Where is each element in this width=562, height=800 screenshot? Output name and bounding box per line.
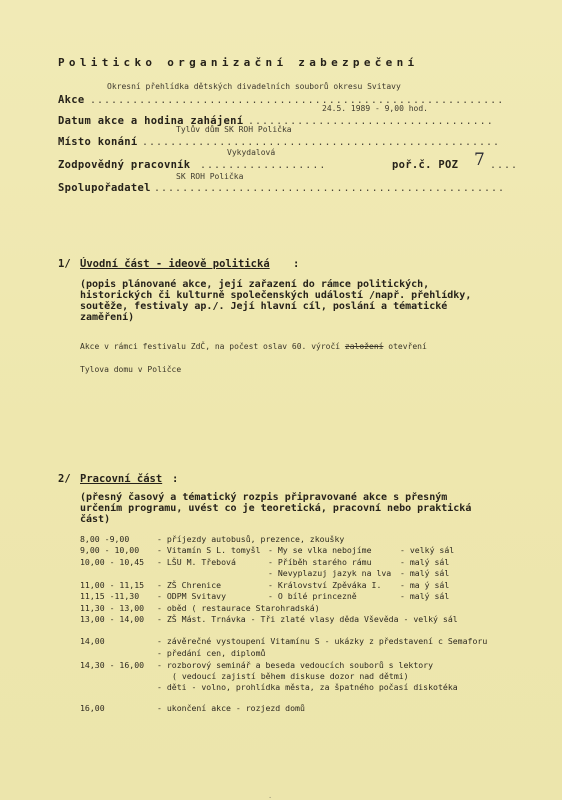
program-organizer: - ZŠ Mást. Trnávka - Tři zlaté vlasy děda Vševěda - velký sál [157,614,458,624]
section2-number: 2/ [58,473,71,485]
datum-label: Datum akce a hodina zahájení [58,115,244,127]
program-time: 8,00 -9,00 [80,534,130,544]
section1-colon: : [293,258,300,270]
poz-number-label: poř.č. POZ [392,159,459,171]
program-organizer: - Vitamín S L. tomyšl [157,545,261,555]
page-mark: . [268,792,273,800]
section1-note-part1: Akce v rámci festivalu ZdČ, na počest oslav 60. výročí [80,342,341,351]
program-play: - Nevyplazuj jazyk na lva [268,568,392,578]
program-organizer: - oběd ( restaurace Starohradská) [157,603,320,613]
misto-dotted-line: ................................................... [142,137,501,148]
poz-dotted-line: .... [490,160,519,171]
section1-note-struck: založení [344,342,384,351]
program-organizer: - LŠU M. Třebová [157,557,236,567]
akce-label: Akce [58,94,85,106]
program-time: 11,15 -11,30 [80,591,140,601]
program-hall: - malý sál [400,568,450,578]
program-organizer: - příjezdy autobusů, prezence, zkoušky [157,534,345,544]
program-time: 14,30 - 16,00 [80,660,145,670]
datum-value: 24.5. 1989 - 9,00 hod. [322,104,428,113]
misto-value: Tylův dům SK ROH Polička [176,125,292,134]
misto-label: Místo konání [58,136,138,148]
program-time: 16,00 [80,703,105,713]
section1-title: Úvodní část - ideově politická [80,258,270,270]
section1-number: 1/ [58,258,71,270]
document-title: Politicko organizační zabezpečení [58,56,419,69]
pracovnik-label: Zodpovědný pracovník [58,159,191,171]
program-play: - Příběh starého rámu [268,557,372,567]
program-organizer: - děti - volno, prohlídka města, za špatného počasí diskotéka [157,682,458,692]
program-organizer: - ODPM Svitavy [157,591,227,601]
program-time: 14,00 [80,636,105,646]
program-time: 10,00 - 10,45 [80,557,145,567]
section2-colon: : [172,473,179,485]
program-hall: - malý sál [400,557,450,567]
section1-note-part2: otevření [388,342,427,351]
program-time: 9,00 - 10,00 [80,545,140,555]
pracovnik-value: Vykydalová [227,148,276,157]
program-time: 11,30 - 13,00 [80,603,145,613]
program-organizer: - závěrečné vystoupení Vitamínu S - ukázky z představení c Semaforu [157,636,488,646]
akce-value: Okresní přehlídka dětských divadelních souborů okresu Svitavy [107,82,401,91]
spolu-value: SK ROH Polička [176,172,244,181]
program-organizer: - rozborový seminář a beseda vedoucích souborů s lektory [157,660,434,670]
spolu-label: Spolupořadatel [58,182,151,194]
section2-title: Pracovní část [80,473,163,485]
program-time: 11,00 - 11,15 [80,580,145,590]
section1-note-line1 [80,342,427,351]
akce-dotted-line: ........................................................... [90,95,505,106]
program-play: - Království Zpěváka I. [268,580,382,590]
section2-description: (přesný časový a tématický rozpis připravované akce s přesným určením programu, uvést co je teoretická, pracovní nebo praktická část) [80,492,472,525]
program-organizer: - předání cen, diplomů [157,648,266,658]
program-hall: - ma ý sál [400,580,450,590]
program-organizer: ( vedoucí zajistí během diskuse dozor nad dětmi) [172,671,409,681]
program-play: - O bílé princezně [268,591,357,601]
program-time: 13,00 - 14,00 [80,614,145,624]
pracovnik-dotted-line: .................. [200,160,327,171]
program-play: - My se vlka nebojíme [268,545,372,555]
program-hall: - malý sál [400,591,450,601]
program-organizer: - ZŠ Chrenice [157,580,222,590]
section1-note-line2: Tylova domu v Poličce [80,365,182,374]
spolu-dotted-line: .................................................. [154,183,506,194]
program-hall: - velký sál [400,545,455,555]
program-organizer: - ukončení akce - rozjezd domů [157,703,305,713]
datum-dotted-line: ................................... [248,116,494,127]
poz-number-value: 7 [474,150,485,170]
section1-description: (popis plánované akce, její zařazení do rámce politických, historických či kulturně společenských událostí /např. přehlídky, soutěže, festivaly ap./. Její hlavní cíl, poslání a tématické zaměření) [80,279,472,323]
